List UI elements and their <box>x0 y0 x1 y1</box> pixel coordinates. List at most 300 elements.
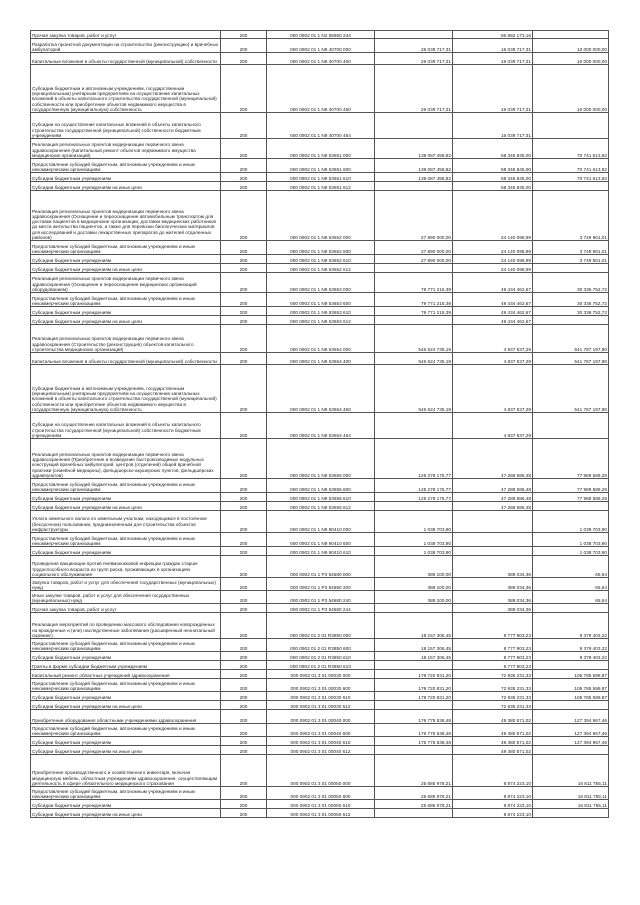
expense-name-cell: Субсидии на осуществление капитальных вложений в объекты капитального строительства государственной (муниципальной) собственности бюджетным учреждениям <box>31 413 221 439</box>
budget-code-cell: 000 0902 01 1 N9 53655 612 <box>267 502 375 511</box>
unexecuted-amount-cell: 9 379 403,22 <box>533 652 609 661</box>
unexecuted-amount-cell: 541 787 197,90 <box>533 365 609 413</box>
table-row <box>31 652 609 661</box>
executed-amount-cell: 47 288 586,48 <box>453 479 533 493</box>
expense-name-cell: Субсидии бюджетным учреждениям <box>31 652 221 661</box>
row-code-cell: 200 <box>221 316 267 325</box>
executed-amount-cell: 8 777 903,23 <box>453 652 533 661</box>
expense-name-cell: Иные закупки товаров, работ и услуг для обеспечения государственных (муниципальных) нужд <box>31 591 221 604</box>
executed-amount-cell: 8 874 223,10 <box>453 755 533 787</box>
budget-code-cell: 000 0902 01 1 N9 53653 612 <box>267 316 375 325</box>
table-row <box>31 556 609 578</box>
table-row <box>31 53 609 65</box>
unexecuted-amount-cell: 77 989 589,29 <box>533 479 609 493</box>
row-code-cell: 200 <box>221 502 267 511</box>
approved-amount-cell <box>375 701 453 710</box>
expense-name-cell: Субсидии на осуществление капитальных вложений в объекты капитального строительства государственной (муниципальной) собственности бюджетным учреждениям <box>31 113 221 139</box>
executed-amount-cell: 49 380 571,02 <box>453 746 533 755</box>
approved-amount-cell: 389 100,00 <box>375 556 453 578</box>
unexecuted-amount-cell <box>533 264 609 273</box>
executed-amount-cell: 16 039 717,31 <box>453 53 533 65</box>
approved-amount-cell: 178 720 831,20 <box>375 692 453 701</box>
budget-code-cell: 000 0902 01 1 N2 55860 244 <box>267 31 375 39</box>
expense-name-cell: Субсидии бюджетным учреждениям на иные цели <box>31 746 221 755</box>
row-code-cell: 200 <box>221 182 267 191</box>
unexecuted-amount-cell <box>533 182 609 191</box>
row-code-cell: 200 <box>221 493 267 502</box>
table-row <box>31 547 609 556</box>
row-code-cell: 200 <box>221 809 267 818</box>
executed-amount-cell: 49 380 571,02 <box>453 724 533 737</box>
budget-code-cell: 000 0902 01 1 N9 53655 600 <box>267 479 375 493</box>
executed-amount-cell: 24 140 098,99 <box>453 264 533 273</box>
table-row <box>31 511 609 533</box>
executed-amount-cell: 68 345 845,00 <box>453 139 533 159</box>
executed-amount-cell: 389 034,36 <box>453 578 533 591</box>
budget-table-body <box>31 31 609 818</box>
unexecuted-amount-cell: 105 785 599,87 <box>533 670 609 679</box>
table-row <box>31 413 609 439</box>
expense-name-cell: Реализация региональных проектов модернизации первичного звена здравоохранения (Оснащение и переоснащение медицинских организаций оборудованием) <box>31 273 221 293</box>
executed-amount-cell: 24 140 098,99 <box>453 191 533 241</box>
executed-amount-cell: 8 874 223,10 <box>453 800 533 809</box>
row-code-cell: 200 <box>221 578 267 591</box>
approved-amount-cell: 176 775 538,48 <box>375 737 453 746</box>
executed-amount-cell: 4 837 537,29 <box>453 413 533 439</box>
expense-name-cell: Субсидии бюджетным и автономным учреждениям, государственным (муниципальным) унитарным предприятиям на осуществление капитальных вложений в объекты капитального строительства государственной (муниципальной) собственности или приобретение объектов недвижимого имущества в государственную (муниципальную) собственность <box>31 365 221 413</box>
budget-code-cell: 000 0902 01 3 01 00030 612 <box>267 701 375 710</box>
unexecuted-amount-cell: 70 741 613,82 <box>533 159 609 173</box>
table-row <box>31 692 609 701</box>
approved-amount-cell: 27 890 000,00 <box>375 255 453 264</box>
executed-amount-cell: 49 434 462,67 <box>453 293 533 307</box>
row-code-cell: 200 <box>221 755 267 787</box>
expense-name-cell: Проведение вакцинации против пневмококковой инфекции граждан старше трудоспособного возраста из групп риска, проживающих в организациях социального обслуживания <box>31 556 221 578</box>
row-code-cell: 200 <box>221 139 267 159</box>
unexecuted-amount-cell: 127 394 967,46 <box>533 737 609 746</box>
approved-amount-cell: 79 771 215,39 <box>375 293 453 307</box>
expense-name-cell: Предоставление субсидий бюджетным, автономным учреждениям и иным некоммерческим организациям <box>31 724 221 737</box>
executed-amount-cell: 389 034,36 <box>453 591 533 604</box>
approved-amount-cell: 26 039 717,31 <box>375 53 453 65</box>
expense-name-cell: Предоставление субсидий бюджетным, автономным учреждениям и иным некоммерческим организациям <box>31 679 221 692</box>
row-code-cell: 200 <box>221 53 267 65</box>
budget-code-cell: 000 0902 01 1 N9 53652 000 <box>267 191 375 241</box>
row-code-cell: 200 <box>221 264 267 273</box>
budget-code-cell: 000 0902 01 3 01 00040 000 <box>267 710 375 724</box>
approved-amount-cell: 79 771 215,39 <box>375 307 453 316</box>
approved-amount-cell: 125 278 175,77 <box>375 439 453 479</box>
executed-amount-cell: 8 777 903,23 <box>453 661 533 670</box>
executed-amount-cell: 4 837 537,29 <box>453 325 533 353</box>
executed-amount-cell: 8 777 903,23 <box>453 613 533 639</box>
executed-amount-cell: 47 288 586,48 <box>453 502 533 511</box>
row-code-cell: 200 <box>221 679 267 692</box>
approved-amount-cell: 1 038 703,90 <box>375 511 453 533</box>
unexecuted-amount-cell: 9 379 403,22 <box>533 639 609 652</box>
executed-amount-cell: 68 345 845,00 <box>453 173 533 182</box>
row-code-cell: 200 <box>221 325 267 353</box>
unexecuted-amount-cell: 65,64 <box>533 591 609 604</box>
budget-code-cell: 000 0902 01 1 N9 90410 600 <box>267 533 375 547</box>
unexecuted-amount-cell: 30 336 752,72 <box>533 293 609 307</box>
table-row <box>31 533 609 547</box>
row-code-cell: 200 <box>221 439 267 479</box>
unexecuted-amount-cell: 9 379 403,22 <box>533 613 609 639</box>
unexecuted-amount-cell <box>533 701 609 710</box>
expense-name-cell: Реализация региональных проектов модернизации первичного звена здравоохранения (Оснащение и переоснащение автомобильным транспортом для доставки пациентов в медицинские организации, доставки медицинских работников до места жительства пациентов, а также для перевозки биологических материалов для исследований и доставки лекарственных препаратов до жителей отдаленных районов) <box>31 191 221 241</box>
budget-code-cell: 000 0902 01 2 01 R3850 610 <box>267 652 375 661</box>
expense-name-cell: Субсидии бюджетным учреждениям на иные цели <box>31 316 221 325</box>
table-row <box>31 591 609 604</box>
table-row <box>31 661 609 670</box>
table-row <box>31 191 609 241</box>
unexecuted-amount-cell: 10 000 000,00 <box>533 39 609 53</box>
row-code-cell: 200 <box>221 65 267 113</box>
approved-amount-cell: 25 685 978,21 <box>375 787 453 800</box>
expense-name-cell: Субсидии бюджетным учреждениям <box>31 173 221 182</box>
executed-amount-cell: 49 434 462,67 <box>453 316 533 325</box>
budget-code-cell: 000 0902 01 1 N9 53651 612 <box>267 182 375 191</box>
expense-name-cell: Субсидии бюджетным учреждениям <box>31 547 221 556</box>
row-code-cell: 200 <box>221 353 267 365</box>
table-row <box>31 604 609 613</box>
approved-amount-cell: 176 775 538,48 <box>375 724 453 737</box>
budget-code-cell: 000 0902 01 1 N9 53653 610 <box>267 307 375 316</box>
expense-name-cell: Субсидии бюджетным учреждениям <box>31 800 221 809</box>
approved-amount-cell: 546 624 735,19 <box>375 353 453 365</box>
budget-code-cell: 000 0902 01 3 01 00040 600 <box>267 724 375 737</box>
row-code-cell: 200 <box>221 31 267 39</box>
budget-code-cell: 000 0902 01 1 N9 90410 000 <box>267 511 375 533</box>
row-code-cell: 200 <box>221 591 267 604</box>
executed-amount-cell: 8 777 903,23 <box>453 639 533 652</box>
expense-name-cell: Приобретение производственного и хозяйственного инвентаря, включая медицинскую мебель, областным учреждениям здравоохранения, осуществляющим деятельность в сфере обязательного медицинского страхования <box>31 755 221 787</box>
expense-name-cell: Уплата земельного налога по земельным участкам, находящимся в постоянном (бессрочном) пользовании, предназначенным для строительства объектов инфраструктуры <box>31 511 221 533</box>
budget-code-cell: 000 0902 01 3 01 00040 612 <box>267 746 375 755</box>
executed-amount-cell: 24 140 098,99 <box>453 241 533 255</box>
budget-code-cell: 000 0902 01 1 N9 53652 610 <box>267 255 375 264</box>
budget-code-cell: 000 0902 01 1 N9 53652 612 <box>267 264 375 273</box>
executed-amount-cell: 47 288 586,48 <box>453 493 533 502</box>
budget-code-cell: 000 0902 01 1 N9 53654 400 <box>267 353 375 365</box>
table-row <box>31 679 609 692</box>
unexecuted-amount-cell <box>533 746 609 755</box>
expense-name-cell: Субсидии бюджетным учреждениям <box>31 737 221 746</box>
unexecuted-amount-cell: 1 038 703,90 <box>533 511 609 533</box>
executed-amount-cell: 68 345 845,00 <box>453 159 533 173</box>
approved-amount-cell <box>375 502 453 511</box>
table-row <box>31 182 609 191</box>
expense-name-cell: Реализация региональных проектов модернизации первичного звена здравоохранения (Приобретение и возведение быстровозводимых модульных конструкций врачебных амбулаторий, центров (отделений) общей врачебной практики (семейной медицины), фельдшерско-акушерских пунктов, фельдшерских здравпунктов) <box>31 439 221 479</box>
executed-amount-cell: 8 874 223,10 <box>453 787 533 800</box>
table-row <box>31 113 609 139</box>
table-row <box>31 241 609 255</box>
table-row <box>31 578 609 591</box>
table-row <box>31 439 609 479</box>
row-code-cell: 200 <box>221 692 267 701</box>
expense-name-cell: Капитальные вложения в объекты государственной (муниципальной) собственности <box>31 53 221 65</box>
approved-amount-cell: 27 890 000,00 <box>375 241 453 255</box>
expense-name-cell: Предоставление субсидий бюджетным, автономным учреждениям и иным некоммерческим организациям <box>31 159 221 173</box>
approved-amount-cell: 25 685 978,21 <box>375 800 453 809</box>
row-code-cell: 200 <box>221 787 267 800</box>
expense-name-cell: Субсидии бюджетным учреждениям <box>31 307 221 316</box>
executed-amount-cell: 49 380 571,02 <box>453 737 533 746</box>
unexecuted-amount-cell <box>533 661 609 670</box>
unexecuted-amount-cell: 3 749 901,01 <box>533 191 609 241</box>
budget-code-cell: 000 0902 01 1 N9 53653 000 <box>267 273 375 293</box>
table-row <box>31 800 609 809</box>
unexecuted-amount-cell: 541 787 197,90 <box>533 325 609 353</box>
row-code-cell: 200 <box>221 533 267 547</box>
budget-code-cell: 000 0902 01 1 N9 53655 610 <box>267 493 375 502</box>
budget-code-cell: 000 0902 01 1 N9 40700 460 <box>267 65 375 113</box>
approved-amount-cell: 25 685 978,21 <box>375 755 453 787</box>
approved-amount-cell: 79 771 215,39 <box>375 273 453 293</box>
row-code-cell: 200 <box>221 670 267 679</box>
row-code-cell: 200 <box>221 255 267 264</box>
table-row <box>31 670 609 679</box>
table-row <box>31 710 609 724</box>
approved-amount-cell <box>375 316 453 325</box>
budget-code-cell: 000 0902 01 3 01 00030 000 <box>267 670 375 679</box>
approved-amount-cell: 26 039 717,31 <box>375 65 453 113</box>
approved-amount-cell <box>375 413 453 439</box>
budget-code-cell: 000 0902 01 1 N9 53652 600 <box>267 241 375 255</box>
table-row <box>31 746 609 755</box>
approved-amount-cell: 176 775 538,48 <box>375 710 453 724</box>
table-row <box>31 31 609 39</box>
executed-amount-cell: 72 935 231,33 <box>453 701 533 710</box>
table-row <box>31 316 609 325</box>
unexecuted-amount-cell: 70 741 613,82 <box>533 173 609 182</box>
table-row <box>31 65 609 113</box>
row-code-cell: 200 <box>221 556 267 578</box>
unexecuted-amount-cell: 30 336 752,72 <box>533 273 609 293</box>
row-code-cell: 200 <box>221 737 267 746</box>
budget-code-cell: 000 0902 01 3 01 00030 600 <box>267 679 375 692</box>
expense-name-cell: Предоставление субсидий бюджетным, автономным учреждениям и иным некоммерческим организациям <box>31 241 221 255</box>
unexecuted-amount-cell: 127 394 967,46 <box>533 724 609 737</box>
approved-amount-cell: 389 100,00 <box>375 578 453 591</box>
table-row <box>31 173 609 182</box>
expense-name-cell: Реализация региональных проектов модернизации первичного звена здравоохранения (Строительство (реконструкция) объектов капитального строительства медицинских организаций) <box>31 325 221 353</box>
budget-code-cell: 000 0902 01 1 N9 90410 610 <box>267 547 375 556</box>
unexecuted-amount-cell: 10 000 000,00 <box>533 65 609 113</box>
executed-amount-cell: 72 935 231,33 <box>453 670 533 679</box>
approved-amount-cell: 546 624 735,19 <box>375 325 453 353</box>
budget-code-cell: 000 0902 01 1 P3 54680 000 <box>267 556 375 578</box>
unexecuted-amount-cell: 105 785 599,87 <box>533 679 609 692</box>
expense-name-cell: Субсидии бюджетным учреждениям на иные цели <box>31 502 221 511</box>
executed-amount-cell: 4 837 537,29 <box>453 353 533 365</box>
unexecuted-amount-cell: 3 749 901,01 <box>533 255 609 264</box>
approved-amount-cell: 139 087 458,82 <box>375 139 453 159</box>
approved-amount-cell <box>375 31 453 39</box>
table-row <box>31 701 609 710</box>
row-code-cell: 200 <box>221 173 267 182</box>
unexecuted-amount-cell <box>533 113 609 139</box>
executed-amount-cell: 68 345 845,00 <box>453 182 533 191</box>
budget-code-cell: 000 0902 01 1 P3 54680 200 <box>267 578 375 591</box>
budget-code-cell: 000 0902 01 3 01 00050 000 <box>267 755 375 787</box>
table-row <box>31 613 609 639</box>
budget-table <box>30 30 609 818</box>
unexecuted-amount-cell: 65,64 <box>533 578 609 591</box>
table-row <box>31 787 609 800</box>
budget-code-cell: 000 0902 01 3 01 00050 612 <box>267 809 375 818</box>
table-row <box>31 639 609 652</box>
expense-name-cell: Субсидии бюджетным учреждениям <box>31 692 221 701</box>
executed-amount-cell: 72 935 231,33 <box>453 692 533 701</box>
table-row <box>31 479 609 493</box>
executed-amount-cell <box>453 511 533 533</box>
table-row <box>31 502 609 511</box>
table-row <box>31 39 609 53</box>
budget-code-cell: 000 0902 01 1 N9 53651 600 <box>267 159 375 173</box>
budget-code-cell: 000 0902 01 3 01 00050 600 <box>267 787 375 800</box>
budget-code-cell: 000 0902 01 1 N9 53651 000 <box>267 139 375 159</box>
budget-code-cell: 000 0902 01 1 P3 54680 240 <box>267 591 375 604</box>
row-code-cell: 200 <box>221 413 267 439</box>
executed-amount-cell: 389 034,36 <box>453 604 533 613</box>
row-code-cell: 200 <box>221 652 267 661</box>
expense-name-cell: Капитальный ремонт областных учреждений здравоохранения <box>31 670 221 679</box>
approved-amount-cell: 26 039 717,31 <box>375 39 453 53</box>
unexecuted-amount-cell: 127 394 967,46 <box>533 710 609 724</box>
expense-name-cell: Реализация мероприятий по проведению массового обследования новорожденных на врожденные и (или) наследственные заболевания (расширенный неонатальный скрининг) <box>31 613 221 639</box>
table-row <box>31 159 609 173</box>
table-row <box>31 353 609 365</box>
row-code-cell: 200 <box>221 39 267 53</box>
approved-amount-cell <box>375 604 453 613</box>
row-code-cell: 200 <box>221 241 267 255</box>
table-row <box>31 273 609 293</box>
row-code-cell: 200 <box>221 273 267 293</box>
approved-amount-cell: 1 038 703,90 <box>375 533 453 547</box>
unexecuted-amount-cell <box>533 31 609 39</box>
approved-amount-cell: 125 278 175,77 <box>375 493 453 502</box>
table-row <box>31 737 609 746</box>
approved-amount-cell <box>375 182 453 191</box>
budget-code-cell: 000 0902 01 1 N9 53654 000 <box>267 325 375 353</box>
unexecuted-amount-cell: 3 749 901,01 <box>533 241 609 255</box>
row-code-cell: 200 <box>221 293 267 307</box>
executed-amount-cell: 16 039 717,31 <box>453 65 533 113</box>
budget-code-cell: 000 0902 01 1 N9 53654 460 <box>267 365 375 413</box>
row-code-cell: 200 <box>221 113 267 139</box>
approved-amount-cell <box>375 809 453 818</box>
executed-amount-cell: 16 039 717,31 <box>453 39 533 53</box>
expense-name-cell: Гранты в форме субсидии бюджетным учреждениям <box>31 661 221 670</box>
unexecuted-amount-cell: 30 336 752,72 <box>533 307 609 316</box>
row-code-cell: 200 <box>221 307 267 316</box>
unexecuted-amount-cell: 10 000 000,00 <box>533 53 609 65</box>
table-row <box>31 139 609 159</box>
budget-code-cell: 000 0902 01 1 N9 40700 000 <box>267 39 375 53</box>
approved-amount-cell: 18 157 306,45 <box>375 652 453 661</box>
table-row <box>31 493 609 502</box>
budget-code-cell: 000 0902 01 1 N9 53653 600 <box>267 293 375 307</box>
row-code-cell: 200 <box>221 710 267 724</box>
unexecuted-amount-cell: 1 038 703,90 <box>533 533 609 547</box>
budget-code-cell: 000 0902 01 2 01 R3850 600 <box>267 639 375 652</box>
unexecuted-amount-cell: 16 811 755,11 <box>533 787 609 800</box>
row-code-cell: 200 <box>221 511 267 533</box>
approved-amount-cell <box>375 113 453 139</box>
expense-name-cell: Капитальные вложения в объекты государственной (муниципальной) собственности <box>31 353 221 365</box>
budget-code-cell: 000 0902 01 3 01 00040 610 <box>267 737 375 746</box>
expense-name-cell: Субсидии бюджетным и автономным учреждениям, государственным (муниципальным) унитарным предприятиям на осуществление капитальных вложений в объекты капитального строительства государственной (муниципальной) собственности или приобретение объектов недвижимого имущества в государственную (муниципальную) собственность <box>31 65 221 113</box>
expense-name-cell: Закупка товаров, работ и услуг для обеспечения государственных (муниципальных) нужд <box>31 578 221 591</box>
expense-name-cell: Прочая закупка товаров, работ и услуг <box>31 31 221 39</box>
approved-amount-cell: 139 087 458,82 <box>375 159 453 173</box>
approved-amount-cell <box>375 661 453 670</box>
approved-amount-cell: 18 157 306,45 <box>375 613 453 639</box>
expense-name-cell: Приобретение оборудования областными учреждениями здравоохранения <box>31 710 221 724</box>
executed-amount-cell: 47 288 586,48 <box>453 439 533 479</box>
table-row <box>31 307 609 316</box>
executed-amount-cell: 389 034,36 <box>453 556 533 578</box>
unexecuted-amount-cell <box>533 502 609 511</box>
approved-amount-cell <box>375 264 453 273</box>
executed-amount-cell: 72 935 231,33 <box>453 679 533 692</box>
row-code-cell: 200 <box>221 746 267 755</box>
unexecuted-amount-cell: 70 741 613,82 <box>533 139 609 159</box>
budget-code-cell: 000 0902 01 1 P3 54680 244 <box>267 604 375 613</box>
expense-name-cell: Субсидии бюджетным учреждениям на иные цели <box>31 182 221 191</box>
approved-amount-cell: 178 720 831,20 <box>375 670 453 679</box>
approved-amount-cell: 546 624 735,19 <box>375 365 453 413</box>
budget-code-cell: 000 0902 01 1 N9 53654 464 <box>267 413 375 439</box>
unexecuted-amount-cell: 1 038 703,90 <box>533 547 609 556</box>
budget-code-cell: 000 0902 01 1 N9 40700 464 <box>267 113 375 139</box>
table-row <box>31 293 609 307</box>
executed-amount-cell: 16 039 717,31 <box>453 113 533 139</box>
executed-amount-cell <box>453 533 533 547</box>
unexecuted-amount-cell <box>533 413 609 439</box>
row-code-cell: 200 <box>221 613 267 639</box>
expense-name-cell: Субсидии бюджетным учреждениям на иные цели <box>31 701 221 710</box>
row-code-cell: 200 <box>221 661 267 670</box>
row-code-cell: 200 <box>221 724 267 737</box>
expense-name-cell: Прочая закупка товаров, работ и услуг <box>31 604 221 613</box>
approved-amount-cell: 27 890 000,00 <box>375 191 453 241</box>
approved-amount-cell: 389 100,00 <box>375 591 453 604</box>
executed-amount-cell: 4 837 537,29 <box>453 365 533 413</box>
budget-code-cell: 000 0902 01 3 01 00030 610 <box>267 692 375 701</box>
budget-code-cell: 000 0902 01 2 01 R3850 613 <box>267 661 375 670</box>
unexecuted-amount-cell: 16 811 755,11 <box>533 755 609 787</box>
expense-name-cell: Предоставление субсидий бюджетным, автономным учреждениям и иным некоммерческим организациям <box>31 639 221 652</box>
executed-amount-cell: 24 140 098,99 <box>453 255 533 264</box>
expense-name-cell: Субсидии бюджетным учреждениям на иные цели <box>31 809 221 818</box>
unexecuted-amount-cell <box>533 604 609 613</box>
executed-amount-cell: 8 874 223,10 <box>453 809 533 818</box>
table-row <box>31 365 609 413</box>
expense-name-cell: Разработка проектной документации на строительство (реконструкцию) и врачебных амбулаторий <box>31 39 221 53</box>
approved-amount-cell: 139 087 458,82 <box>375 173 453 182</box>
unexecuted-amount-cell: 77 989 589,29 <box>533 439 609 479</box>
approved-amount-cell: 18 157 306,45 <box>375 639 453 652</box>
unexecuted-amount-cell: 16 811 755,11 <box>533 800 609 809</box>
row-code-cell: 200 <box>221 639 267 652</box>
executed-amount-cell: 49 380 571,02 <box>453 710 533 724</box>
row-code-cell: 200 <box>221 701 267 710</box>
row-code-cell: 200 <box>221 191 267 241</box>
executed-amount-cell: 86 882 173,16 <box>453 31 533 39</box>
